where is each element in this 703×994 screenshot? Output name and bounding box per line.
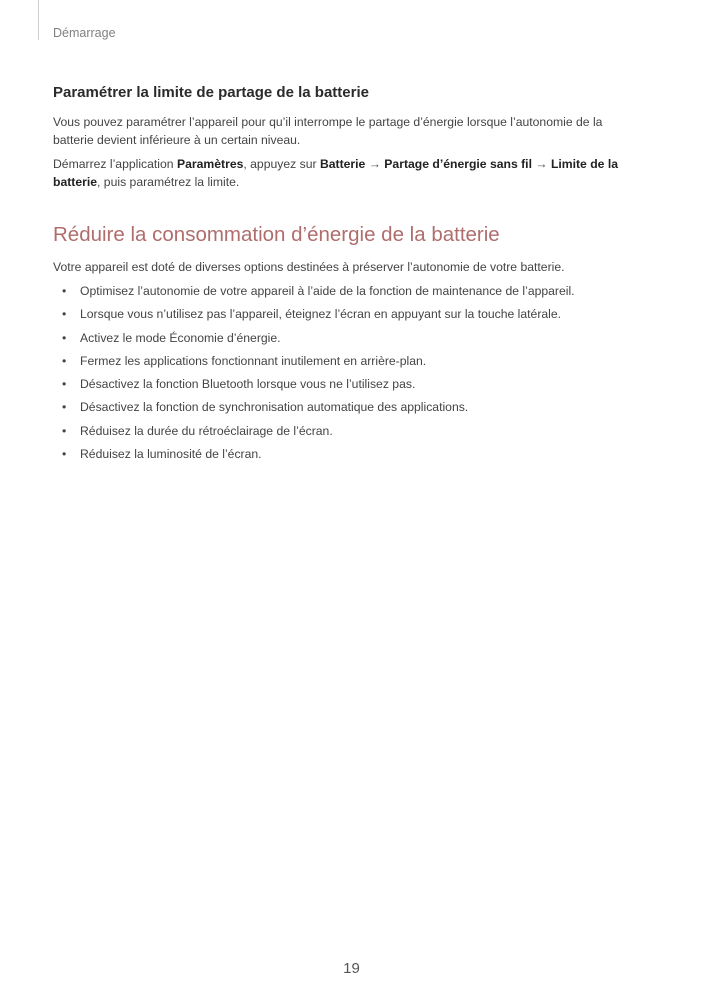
- bullet-icon: •: [62, 307, 67, 322]
- list-item: [53, 422, 638, 440]
- list-item-text: Lorsque vous n’utilisez pas l’appareil, éteignez l’écran en appuyant sur la touche latérale.: [80, 307, 562, 322]
- list-item-text: Réduisez la luminosité de l’écran.: [80, 447, 262, 462]
- list-item: [53, 282, 638, 300]
- section-title: Réduire la consommation d’énergie de la batterie: [53, 223, 500, 246]
- list-item: [53, 445, 638, 463]
- running-header: Démarrage: [53, 26, 116, 40]
- list-item-text: Activez le mode Économie d’énergie.: [80, 330, 281, 345]
- list-item-text: Désactivez la fonction Bluetooth lorsque vous ne l’utilisez pas.: [80, 377, 416, 392]
- list-item: [53, 375, 638, 393]
- arrow-icon: →: [531, 157, 551, 171]
- bullet-icon: •: [62, 400, 67, 415]
- steps-middle: , appuyez sur: [243, 157, 320, 171]
- steps-prefix: Démarrez l’application: [53, 157, 177, 171]
- bullet-icon: •: [62, 423, 67, 438]
- bullet-icon: •: [62, 377, 67, 392]
- steps-suffix: , puis paramétrez la limite.: [97, 175, 240, 189]
- menu-path-parametres: Paramètres: [176, 157, 244, 171]
- bullet-icon: •: [62, 330, 67, 345]
- list-item: [53, 305, 638, 323]
- subsection-intro: Vous pouvez paramétrer l’appareil pour qu’il interrompe le partage d’énergie lorsque l’autonomie de la batterie devient inférieure à un certain niveau.: [53, 115, 603, 147]
- page-content: [53, 83, 638, 468]
- list-item-text: Réduisez la durée du rétroéclairage de l’écran.: [80, 423, 333, 438]
- margin-rule: [38, 0, 39, 40]
- bullet-icon: •: [62, 353, 67, 368]
- menu-path-limite-batterie: Limite de la batterie: [53, 157, 618, 189]
- bullet-icon: •: [62, 284, 67, 298]
- list-item: [53, 398, 638, 416]
- menu-path-partage-energie: Partage d’énergie sans fil: [384, 157, 532, 171]
- arrow-icon: →: [365, 157, 385, 171]
- list-item: [53, 329, 638, 347]
- list-item: [53, 352, 638, 370]
- list-item-text: Optimisez l’autonomie de votre appareil à l’aide de la fonction de maintenance de l’appareil.: [80, 284, 575, 298]
- list-item-text: Désactivez la fonction de synchronisation automatique des applications.: [80, 400, 469, 415]
- subsection-steps: [53, 155, 638, 191]
- list-item-text: Fermez les applications fonctionnant inutilement en arrière-plan.: [80, 353, 427, 368]
- tips-list: [53, 282, 638, 463]
- subsection-title: Paramétrer la limite de partage de la batterie: [53, 84, 369, 101]
- section-intro: Votre appareil est doté de diverses options destinées à préserver l’autonomie de votre batterie.: [53, 260, 565, 274]
- bullet-icon: •: [62, 447, 67, 462]
- menu-path-batterie: Batterie: [319, 157, 366, 171]
- page-number: 19: [343, 960, 360, 977]
